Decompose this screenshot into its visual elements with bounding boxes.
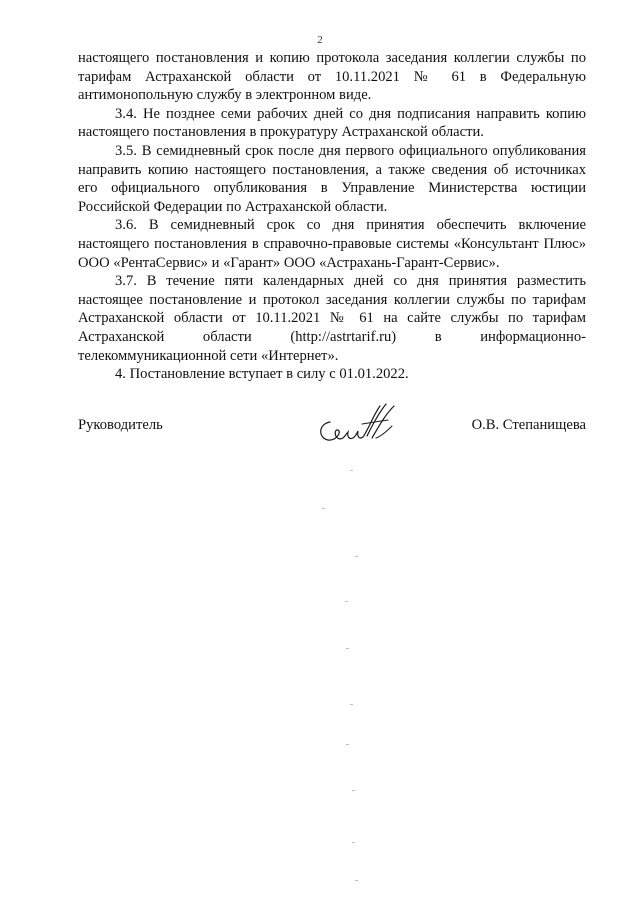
- handwritten-signature: [312, 400, 402, 450]
- paragraph-3-4: 3.4. Не позднее семи рабочих дней со дня подписания направить копию настоящего постановления в прокуратуру Астраханской области.: [78, 105, 586, 141]
- scan-speck: [350, 470, 353, 471]
- paragraph-continuation: настоящего постановления и копию протокола заседания коллегии службы по тарифам Астраханской области от 10.11.2021 № 61 в Федеральную антимонопольную службу в электронном виде.: [78, 50, 586, 104]
- signer-name: О.В. Степанищева: [471, 417, 586, 433]
- page-number: 2: [317, 34, 323, 46]
- scan-speck: [355, 880, 358, 881]
- scan-speck: [352, 842, 355, 843]
- scan-speck: [352, 790, 355, 791]
- paragraph-3-5: 3.5. В семидневный срок после дня первого официального опубликования направить копию настоящего постановления, а также сведения об источниках его официального опубликования в Управление Министерства юстиции Российской Федерации по Астраханской области.: [78, 142, 586, 215]
- paragraph-3-6: 3.6. В семидневный срок со дня принятия обеспечить включение настоящего постановления в справочно-правовые системы «Консультант Плюс» ООО «РентаСервис» и «Гарант» ООО «Астрахань-Гарант-Сервис».: [78, 217, 586, 271]
- signature-block: [78, 400, 586, 460]
- scan-speck: [350, 704, 353, 705]
- scan-speck: [345, 601, 348, 602]
- scan-speck: [346, 744, 349, 745]
- paragraph-4: 4. Постановление вступает в силу с 01.01.2022.: [115, 366, 409, 383]
- scan-speck: [322, 508, 325, 509]
- document-body: [78, 49, 586, 384]
- signer-position: Руководитель: [78, 417, 163, 433]
- scan-speck: [355, 556, 358, 557]
- scan-speck: [346, 648, 349, 649]
- paragraph-3-7: 3.7. В течение пяти календарных дней со дня принятия разместить настоящее постановление и протокол заседания коллегии службы по тарифам Астраханской области от 10.11.2021 № 61 на сайте службы по тарифам Астраханской области (http://astrtarif.ru) в информационно-телекоммуникационной сети «Интернет».: [78, 273, 586, 364]
